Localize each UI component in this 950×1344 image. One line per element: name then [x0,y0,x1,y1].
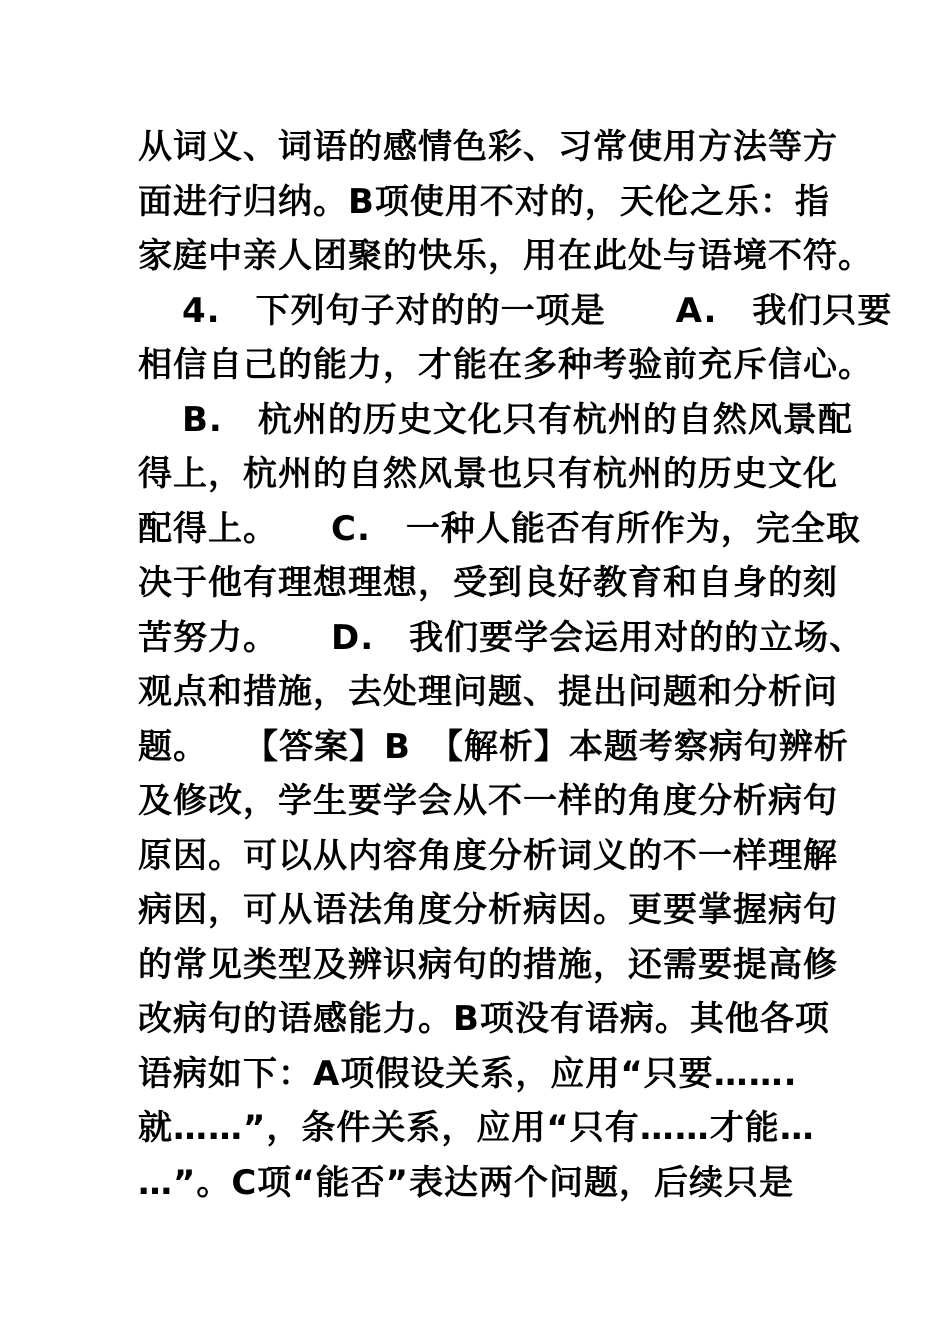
text-line: 从词义、词语的感情色彩、习常使用方法等方 [138,127,838,167]
text-line: 配得上。 C. 一种人能否有所作为，完全取 [138,508,861,549]
text-line: 面进行归纳。B项使用不对的，天伦之乐：指 [138,181,830,222]
text-line: 决于他有理想理想，受到良好教育和自身的刻 [138,563,838,603]
text-line: 原因。可以从内容角度分析词义的不一样理解 [138,835,838,876]
text-line: 病因，可从语法角度分析病因。更要掌握病句 [138,890,838,930]
text-line: 及修改，学生要学会从不一样的角度分析病句 [138,781,838,821]
text-line: 改病句的语感能力。B项没有语病。其他各项 [138,999,830,1039]
text-line: 家庭中亲人团聚的快乐，用在此处与语境不符。 [138,236,873,276]
text-line: 相信自己的能力，才能在多种考验前充斥信心。 [138,345,873,385]
text-line: 就……”，条件关系，应用“只有……才能… [138,1108,815,1148]
text-line: 苦努力。 D. 我们要学会运用对的的立场、 [138,617,865,658]
answer-line: 题。 【答案】B 【解析】本题考察病句辨析 [138,726,849,767]
question-4-line: 4. 下列句子对的的一项是 A. 我们只要 [182,290,893,331]
text-line: 观点和措施，去处理问题、提出问题和分析问 [138,672,838,712]
text-line: 语病如下：A项假设关系，应用“只要……. [138,1053,798,1094]
text-line: 得上，杭州的自然风景也只有杭州的历史文化 [138,454,838,494]
option-b-line: B. 杭州的历史文化只有杭州的自然风景配 [182,399,853,440]
text-line: …”。C项“能否”表达两个问题，后续只是 [138,1162,794,1203]
text-line: 的常见类型及辨识病句的措施，还需要提高修 [138,944,838,985]
document-page [138,120,893,1210]
